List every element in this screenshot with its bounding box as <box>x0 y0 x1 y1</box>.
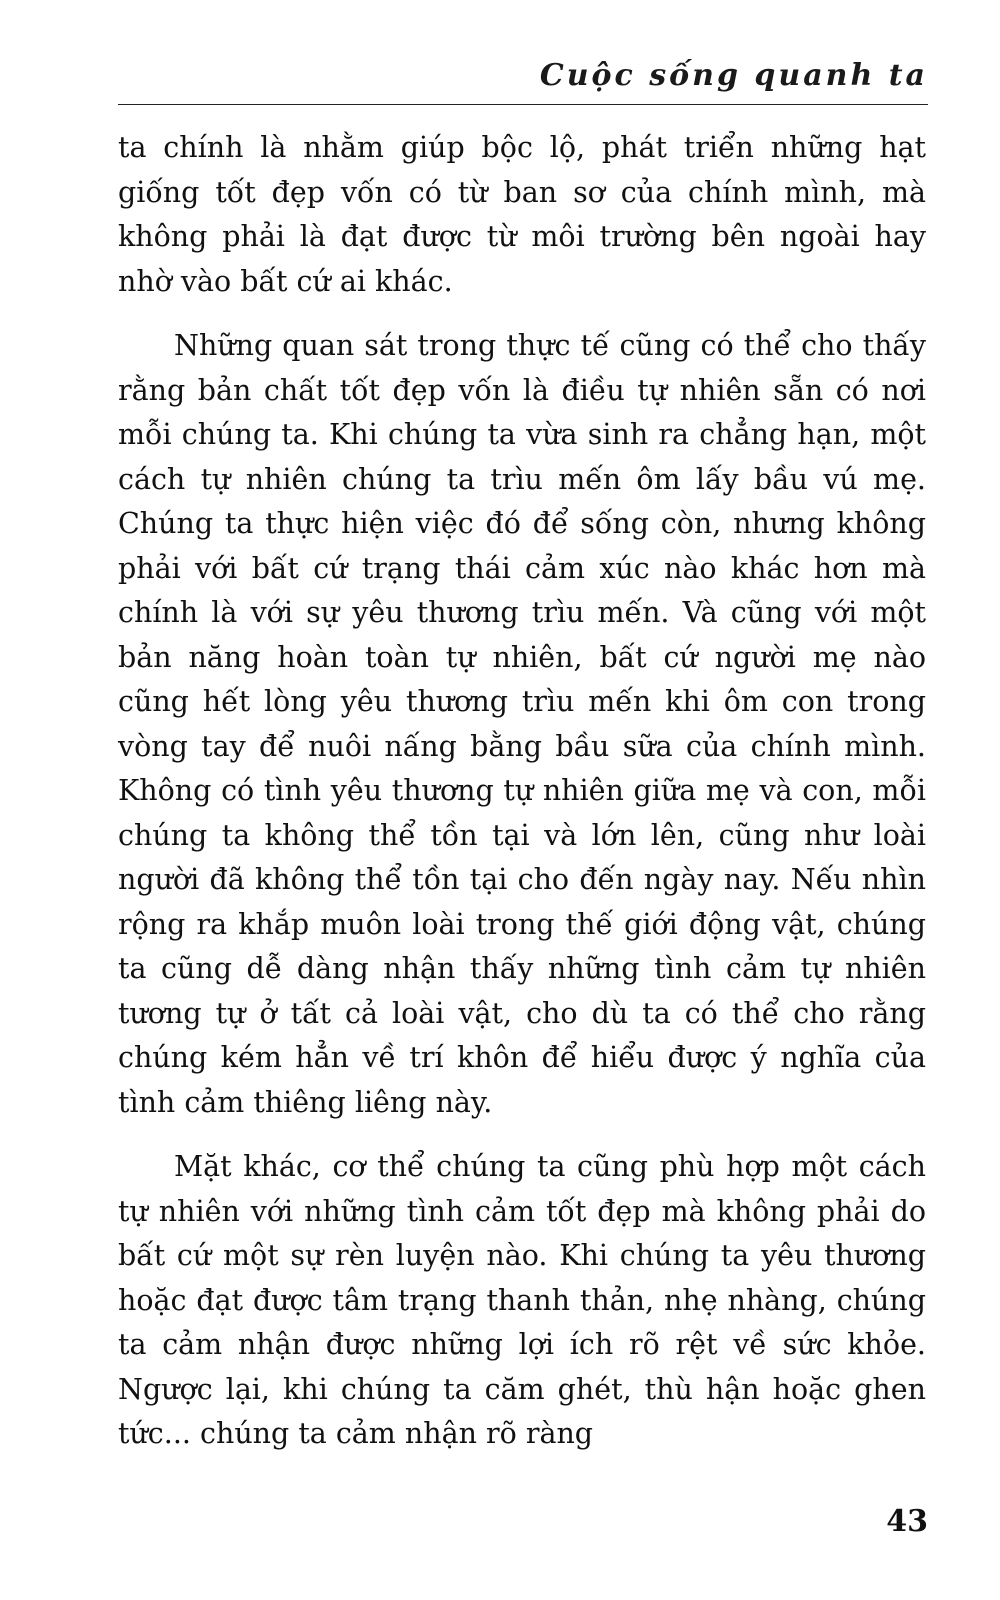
body-text <box>118 126 926 1477</box>
page-header <box>118 52 928 105</box>
running-title: Cuộc sống quanh ta <box>539 58 928 93</box>
page-number: 43 <box>886 1504 928 1539</box>
paragraph: Những quan sát trong thực tế cũng có thể cho thấy rằng bản chất tốt đẹp vốn là điều tự nhiên sẵn có nơi mỗi chúng ta. Khi chúng ta vừa sinh ra chẳng hạn, một cách tự nhiên chúng ta trìu mến ôm lấy bầu vú mẹ. Chúng ta thực hiện việc đó để sống còn, nhưng không phải với bất cứ trạng thái cảm xúc nào khác hơn mà chính là với sự yêu thương trìu mến. Và cũng với một bản năng hoàn toàn tự nhiên, bất cứ người mẹ nào cũng hết lòng yêu thương trìu mến khi ôm con trong vòng tay để nuôi nấng bằng bầu sữa của chính mình. Không có tình yêu thương tự nhiên giữa mẹ và con, mỗi chúng ta không thể tồn tại và lớn lên, cũng như loài người đã không thể tồn tại cho đến ngày nay. Nếu nhìn rộng ra khắp muôn loài trong thế giới động vật, chúng ta cũng dễ dàng nhận thấy những tình cảm tự nhiên tương tự ở tất cả loài vật, cho dù ta có thể cho rằng chúng kém hẳn về trí khôn để hiểu được ý nghĩa của tình cảm thiêng liêng này. <box>118 329 926 1119</box>
paragraph: ta chính là nhằm giúp bộc lộ, phát triển những hạt giống tốt đẹp vốn có từ ban sơ của chính mình, mà không phải là đạt được từ môi trường bên ngoài hay nhờ vào bất cứ ai khác. <box>118 131 926 298</box>
paragraph: Mặt khác, cơ thể chúng ta cũng phù hợp một cách tự nhiên với những tình cảm tốt đẹp mà không phải do bất cứ một sự rèn luyện nào. Khi chúng ta yêu thương hoặc đạt được tâm trạng thanh thản, nhẹ nhàng, chúng ta cảm nhận được những lợi ích rõ rệt về sức khỏe. Ngược lại, khi chúng ta căm ghét, thù hận hoặc ghen tức... chúng ta cảm nhận rõ ràng <box>118 1150 926 1450</box>
